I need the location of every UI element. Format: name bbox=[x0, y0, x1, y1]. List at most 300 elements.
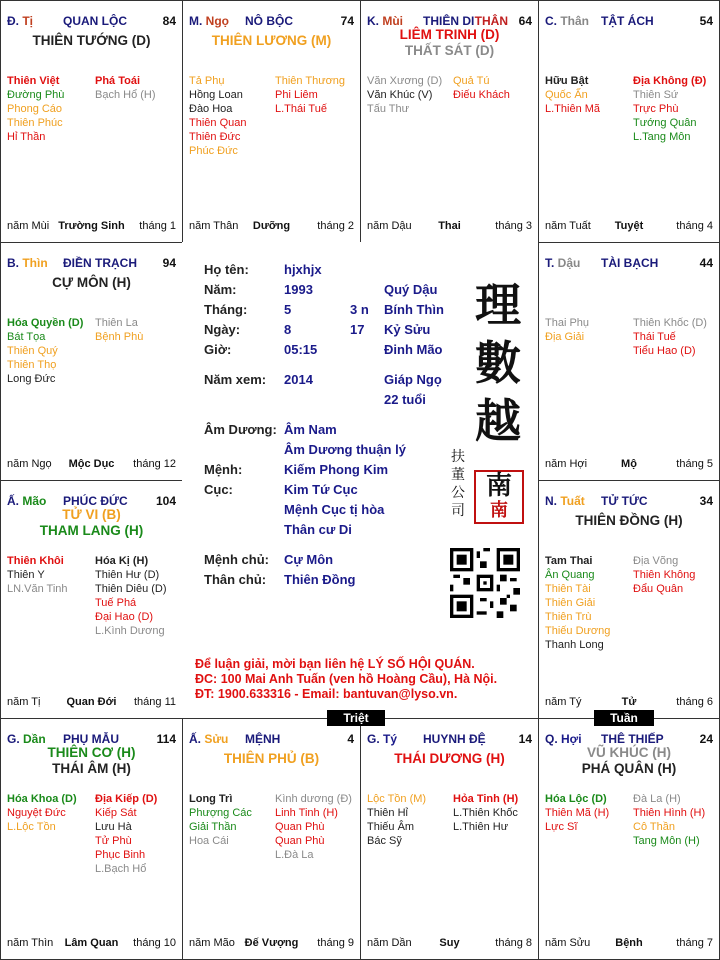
year-label: năm Thìn bbox=[7, 937, 54, 949]
red-seal bbox=[474, 470, 524, 524]
month-label: tháng 3 bbox=[495, 220, 532, 232]
year-label: năm Mùi bbox=[7, 220, 50, 232]
minor-star: Thiên Giải bbox=[545, 597, 596, 609]
palace-number: 104 bbox=[155, 494, 176, 508]
minor-star: L.Bạch Hổ bbox=[95, 863, 147, 875]
life-phase: Mộc Dục bbox=[68, 458, 115, 470]
minor-star: Tấu Thư bbox=[367, 103, 410, 115]
palace-name: TỬ TỨC bbox=[601, 494, 648, 508]
main-stars bbox=[361, 27, 538, 59]
minor-stars-left bbox=[189, 792, 252, 848]
minor-star: L.Thiên Khốc bbox=[453, 807, 518, 819]
main-stars bbox=[539, 513, 719, 529]
month-label: Tháng: bbox=[204, 302, 248, 317]
name-label: Họ tên: bbox=[204, 262, 249, 277]
month-label: tháng 4 bbox=[676, 220, 713, 232]
month-label: tháng 11 bbox=[133, 696, 176, 708]
palace-header bbox=[189, 732, 354, 748]
palace-footer bbox=[545, 220, 713, 234]
minor-star: Thiên Không bbox=[633, 569, 696, 581]
minor-stars-right bbox=[95, 74, 156, 102]
calligraphy-char: 理 bbox=[475, 278, 521, 332]
day-value: 8 bbox=[284, 322, 292, 337]
main-star: THIÊN LƯƠNG (M) bbox=[211, 33, 332, 48]
minor-star: Ân Quang bbox=[545, 569, 595, 581]
minor-star: Quốc Ấn bbox=[545, 89, 588, 101]
minor-stars-left bbox=[545, 74, 600, 116]
contact-line-1: Để luận giải, mời bạn liên hệ LÝ SỐ HỘI QUÁN. bbox=[195, 657, 475, 671]
palace-footer bbox=[7, 458, 176, 472]
palace-cell[interactable] bbox=[182, 0, 361, 243]
minor-star: L.Tang Môn bbox=[633, 131, 691, 143]
info-can-chi bbox=[384, 280, 444, 410]
minor-star: Thiên La bbox=[95, 317, 138, 329]
name-value: hjxhjx bbox=[284, 262, 322, 277]
palace-branch: Đ. Tị bbox=[7, 14, 34, 28]
info-values-2 bbox=[284, 420, 406, 590]
palace-number: 34 bbox=[699, 494, 713, 508]
life-phase: Bệnh bbox=[615, 937, 643, 949]
palace-footer bbox=[189, 220, 354, 234]
palace-name: THÊ THIẾP bbox=[601, 732, 664, 746]
menh-value: Kiếm Phong Kim bbox=[284, 462, 389, 477]
main-star: THẤT SÁT (D) bbox=[404, 43, 495, 58]
minor-star: Tả Phụ bbox=[189, 75, 225, 87]
year-label: năm Sửu bbox=[545, 937, 591, 949]
month-label: tháng 1 bbox=[139, 220, 176, 232]
calligraphy-small-char: 司 bbox=[451, 503, 465, 519]
calligraphy bbox=[468, 276, 528, 450]
palace-number: 64 bbox=[518, 14, 532, 28]
palace-cell[interactable] bbox=[538, 242, 720, 481]
minor-star: Bát Tọa bbox=[7, 331, 46, 343]
month-label: tháng 5 bbox=[676, 458, 713, 470]
minor-stars-right bbox=[275, 74, 345, 116]
palace-number: 74 bbox=[340, 14, 354, 28]
life-phase: Đế Vượng bbox=[244, 937, 299, 949]
main-stars bbox=[183, 33, 360, 49]
qr-code-icon[interactable] bbox=[450, 548, 520, 618]
minor-star: Hoa Cái bbox=[189, 835, 229, 847]
minor-star: Long Trì bbox=[189, 793, 233, 805]
palace-header bbox=[7, 14, 176, 30]
view-year-can: Giáp Ngọ bbox=[384, 372, 442, 387]
minor-star: L.Thiên Mã bbox=[545, 103, 601, 115]
minor-stars-right bbox=[633, 74, 706, 144]
palace-branch: G. Tý bbox=[367, 732, 398, 746]
minor-star: Thiên Sứ bbox=[633, 89, 679, 101]
triet-badge: Triệt bbox=[327, 710, 385, 726]
palace-cell[interactable] bbox=[0, 242, 183, 481]
minor-star: Hồng Loan bbox=[189, 89, 243, 101]
main-stars bbox=[361, 751, 538, 767]
minor-star: Long Đức bbox=[7, 373, 56, 385]
palace-name: NÔ BỘC bbox=[245, 14, 293, 28]
minor-star: Nguyệt Đức bbox=[7, 807, 66, 819]
minor-star: Đường Phù bbox=[7, 89, 65, 101]
minor-stars-right bbox=[633, 316, 707, 358]
minor-star: Kình dương (Đ) bbox=[275, 793, 352, 805]
minor-stars-left bbox=[545, 316, 589, 344]
palace-cell[interactable] bbox=[182, 718, 361, 960]
palace-number: 44 bbox=[699, 256, 713, 270]
minor-star: Phi Liêm bbox=[275, 89, 318, 101]
hour-label: Giờ: bbox=[204, 342, 232, 357]
palace-branch: M. Ngọ bbox=[189, 14, 229, 28]
minor-star: Thiên Khốc (D) bbox=[633, 317, 707, 329]
minor-star: Phục Binh bbox=[95, 849, 146, 861]
minor-stars-left bbox=[7, 316, 83, 386]
main-star: PHÁ QUÂN (H) bbox=[581, 761, 677, 776]
main-stars bbox=[1, 507, 182, 539]
minor-star: Hữu Bật bbox=[545, 75, 589, 87]
minor-star: Quan Phù bbox=[275, 821, 325, 833]
minor-star: Đà La (H) bbox=[633, 793, 681, 805]
minor-star: Cô Thần bbox=[633, 821, 675, 833]
day-can: Kỷ Sửu bbox=[384, 322, 431, 337]
year-can: Quý Dậu bbox=[384, 282, 438, 297]
minor-star: Phúc Đức bbox=[189, 145, 238, 157]
palace-header bbox=[545, 494, 713, 510]
palace-branch: C. Thân bbox=[545, 14, 590, 28]
year-label: năm Dậu bbox=[367, 220, 412, 232]
main-star: THIÊN PHỦ (B) bbox=[223, 751, 320, 766]
palace-name: PHÚC ĐỨC bbox=[63, 494, 128, 508]
minor-star: Lực Sĩ bbox=[545, 821, 578, 833]
main-stars bbox=[1, 275, 182, 291]
calligraphy-char: 數 bbox=[475, 336, 521, 390]
calligraphy-char: 越 bbox=[475, 394, 521, 448]
palace-header bbox=[189, 14, 354, 30]
minor-stars-left bbox=[7, 792, 77, 834]
palace-branch: T. Dậu bbox=[545, 256, 581, 270]
minor-star: Tuế Phá bbox=[95, 597, 137, 609]
palace-cell[interactable] bbox=[360, 0, 539, 243]
palace-name: HUYNH ĐỆ bbox=[423, 732, 486, 746]
palace-footer bbox=[367, 220, 532, 234]
palace-number: 84 bbox=[162, 14, 176, 28]
month-label: tháng 12 bbox=[133, 458, 176, 470]
life-phase: Lâm Quan bbox=[64, 937, 119, 949]
year-label: năm Ngọ bbox=[7, 458, 52, 470]
minor-star: Đẩu Quân bbox=[633, 583, 684, 595]
month-label: tháng 9 bbox=[317, 937, 354, 949]
palace-footer bbox=[545, 696, 713, 710]
life-phase: Tuyệt bbox=[614, 220, 644, 232]
minor-star: Thiên Phúc bbox=[7, 117, 63, 129]
palace-branch: Ấ. Mão bbox=[7, 494, 47, 508]
minor-stars-left bbox=[7, 74, 64, 144]
hour-value: 05:15 bbox=[284, 342, 318, 357]
minor-star: Quan Phù bbox=[275, 835, 325, 847]
month-label: tháng 7 bbox=[676, 937, 713, 949]
seal-char: 南 bbox=[485, 470, 512, 500]
menhchu-value: Cự Môn bbox=[284, 552, 334, 567]
minor-stars-right bbox=[95, 792, 157, 876]
thanchu-value: Thiên Đồng bbox=[284, 572, 356, 587]
minor-stars-left bbox=[189, 74, 246, 158]
palace-name: MỆNH bbox=[245, 732, 281, 746]
palace-footer bbox=[7, 696, 176, 710]
palace-header bbox=[7, 256, 176, 272]
day-extra: 17 bbox=[350, 322, 365, 337]
month-value: 5 bbox=[284, 302, 292, 317]
minor-star: Bác Sỹ bbox=[367, 835, 402, 847]
main-stars bbox=[539, 745, 719, 777]
amduong-value-2: Âm Dương thuận lý bbox=[284, 442, 406, 457]
palace-number: 114 bbox=[156, 732, 176, 746]
palace-name: THIÊN DI bbox=[423, 14, 475, 28]
year-label: năm Tý bbox=[545, 696, 582, 708]
minor-star: Phượng Các bbox=[189, 807, 252, 819]
minor-star: Thiên Hỉ bbox=[367, 807, 408, 819]
palace-cell[interactable] bbox=[538, 480, 720, 719]
minor-star: Hóa Khoa (D) bbox=[7, 793, 77, 805]
minor-star: Hỉ Thần bbox=[7, 131, 46, 143]
minor-star: Hóa Kị (H) bbox=[95, 555, 149, 567]
main-stars bbox=[1, 33, 182, 49]
main-star: TỬ VI (B) bbox=[62, 507, 121, 522]
main-stars bbox=[1, 745, 182, 777]
year-label: năm Dần bbox=[367, 937, 412, 949]
info-values bbox=[284, 260, 322, 390]
month-label: tháng 6 bbox=[676, 696, 713, 708]
palace-number: 54 bbox=[699, 14, 713, 28]
palace-branch: B. Thìn bbox=[7, 256, 48, 270]
minor-star: Đại Hao (D) bbox=[95, 611, 154, 623]
minor-stars-left bbox=[545, 792, 609, 834]
minor-star: Lưu Hà bbox=[95, 821, 132, 833]
age-value: 22 tuổi bbox=[384, 392, 426, 407]
palace-number: 24 bbox=[699, 732, 713, 746]
minor-star: Thai Phụ bbox=[545, 317, 590, 329]
amduong-label: Âm Dương: bbox=[204, 422, 277, 437]
life-phase: Trường Sinh bbox=[58, 220, 125, 232]
minor-star: Thiên Quan bbox=[189, 117, 247, 129]
palace-name: TÀI BẠCH bbox=[601, 256, 659, 270]
year-label: năm Thân bbox=[189, 220, 239, 232]
palace-header bbox=[367, 732, 532, 748]
minor-star: Văn Khúc (V) bbox=[367, 89, 433, 101]
minor-star: Thiên Diêu (D) bbox=[95, 583, 167, 595]
month-label: tháng 2 bbox=[317, 220, 354, 232]
minor-star: Điếu Khách bbox=[453, 89, 510, 101]
palace-branch: G. Dần bbox=[7, 732, 46, 746]
minor-star: Thiên Tài bbox=[545, 583, 591, 595]
main-star: THIÊN TƯỚNG (D) bbox=[32, 33, 151, 48]
main-star: VŨ KHÚC (H) bbox=[587, 745, 671, 760]
thanchu-label: Thân chủ: bbox=[204, 572, 267, 587]
minor-star: Phong Cáo bbox=[7, 103, 63, 115]
minor-stars-right bbox=[453, 74, 510, 102]
menhchu-label: Mệnh chủ: bbox=[204, 552, 269, 567]
minor-stars-right bbox=[633, 792, 705, 848]
minor-star: Linh Tinh (H) bbox=[275, 807, 338, 819]
minor-star: Lộc Tồn (M) bbox=[367, 793, 427, 805]
minor-star: Thiên Khôi bbox=[7, 555, 64, 567]
minor-star: Địa Giải bbox=[545, 331, 585, 343]
minor-star: L.Lộc Tồn bbox=[7, 821, 56, 833]
menh-label: Mệnh: bbox=[204, 462, 243, 477]
calligraphy-small-char: 扶 bbox=[451, 449, 465, 465]
view-year-value: 2014 bbox=[284, 372, 313, 387]
year-label: năm Tị bbox=[7, 696, 41, 708]
than-marker: THÂN bbox=[474, 14, 508, 28]
minor-star: Tử Phù bbox=[95, 835, 132, 847]
palace-footer bbox=[7, 937, 176, 951]
minor-star: Thiên Thọ bbox=[7, 359, 57, 371]
year-label: Năm: bbox=[204, 282, 237, 297]
main-star: THIÊN ĐỒNG (H) bbox=[575, 513, 683, 528]
minor-star: Hóa Quyền (D) bbox=[7, 317, 84, 329]
life-phase: Tử bbox=[621, 696, 637, 708]
seal-text: 南 bbox=[490, 500, 508, 520]
palace-number: 4 bbox=[347, 732, 354, 746]
life-phase: Suy bbox=[439, 937, 460, 949]
minor-star: Địa Kiếp (D) bbox=[95, 793, 158, 805]
minor-star: Tiểu Hao (D) bbox=[633, 345, 696, 357]
contact-info bbox=[195, 657, 497, 702]
palace-name: PHỤ MẪU bbox=[63, 732, 119, 746]
year-value: 1993 bbox=[284, 282, 313, 297]
calligraphy-small bbox=[448, 448, 468, 520]
contact-line-2: ĐC: 100 Mai Anh Tuấn (ven hồ Hoàng Cầu), Hà Nội. bbox=[195, 672, 498, 686]
minor-star: Bạch Hổ (H) bbox=[95, 89, 156, 101]
minor-star: Thiên Thương bbox=[275, 75, 346, 87]
palace-name: TẬT ÁCH bbox=[601, 14, 654, 28]
minor-star: Thiếu Âm bbox=[367, 821, 415, 833]
year-label: năm Tuất bbox=[545, 220, 591, 232]
minor-stars-right bbox=[95, 316, 143, 344]
minor-star: Văn Xương (D) bbox=[367, 75, 443, 87]
minor-star: Tam Thai bbox=[545, 555, 593, 567]
minor-star: Trực Phù bbox=[633, 103, 679, 115]
minor-star: Thiếu Dương bbox=[545, 625, 611, 637]
palace-footer bbox=[545, 458, 713, 472]
palace-name: ĐIỀN TRẠCH bbox=[63, 256, 137, 270]
palace-cell[interactable] bbox=[360, 718, 539, 960]
minor-star: L.Thái Tuế bbox=[275, 103, 327, 115]
calligraphy-small-char: 公 bbox=[451, 485, 465, 501]
hour-can: Đinh Mão bbox=[384, 342, 443, 357]
minor-star: Thiên Y bbox=[7, 569, 45, 581]
info-labels-2 bbox=[204, 420, 277, 590]
minor-star: Thiên Hình (H) bbox=[633, 807, 706, 819]
day-label: Ngày: bbox=[204, 322, 241, 337]
palace-footer bbox=[7, 220, 176, 234]
palace-footer bbox=[189, 937, 354, 951]
minor-star: Thiên Quý bbox=[7, 345, 58, 357]
palace-branch: Ấ. Sửu bbox=[189, 732, 229, 746]
main-star: THÁI DƯƠNG (H) bbox=[394, 751, 505, 766]
palace-header bbox=[545, 256, 713, 272]
minor-star: Thiên Đức bbox=[189, 131, 241, 143]
minor-star: Hóa Lộc (D) bbox=[545, 793, 607, 805]
view-year-label: Năm xem: bbox=[204, 372, 267, 387]
cuc-value-2: Mệnh Cục tị hòa bbox=[284, 502, 385, 517]
minor-star: L.Đà La bbox=[275, 849, 314, 861]
life-phase: Mộ bbox=[621, 458, 637, 470]
palace-cell[interactable] bbox=[0, 718, 183, 960]
info-labels bbox=[204, 260, 266, 390]
main-star: THAM LANG (H) bbox=[39, 523, 144, 538]
palace-cell[interactable] bbox=[0, 480, 183, 719]
cuc-value: Kim Tứ Cục bbox=[284, 482, 358, 497]
palace-cell[interactable] bbox=[538, 0, 720, 243]
minor-star: Thái Tuế bbox=[633, 331, 676, 343]
palace-cell[interactable] bbox=[0, 0, 183, 243]
minor-star: Thiên Việt bbox=[7, 75, 60, 87]
minor-stars-left bbox=[367, 792, 426, 848]
main-stars bbox=[183, 751, 360, 767]
minor-star: Giải Thần bbox=[189, 821, 237, 833]
minor-stars-right bbox=[95, 554, 167, 638]
minor-star: Kiếp Sát bbox=[95, 807, 137, 819]
palace-header bbox=[545, 14, 713, 30]
amduong-value: Âm Nam bbox=[284, 422, 337, 437]
minor-star: L.Kình Dương bbox=[95, 625, 165, 637]
minor-star: Thiên Mã (H) bbox=[545, 807, 610, 819]
main-star: CỰ MÔN (H) bbox=[52, 275, 131, 290]
minor-stars-left bbox=[7, 554, 68, 596]
main-star: LIÊM TRINH (D) bbox=[399, 27, 500, 42]
minor-star: L.Thiên Hư bbox=[453, 821, 509, 833]
minor-stars-right bbox=[453, 792, 518, 834]
life-phase: Quan Đới bbox=[66, 696, 117, 708]
year-label: năm Hợi bbox=[545, 458, 588, 470]
minor-star: Phá Toái bbox=[95, 75, 141, 87]
minor-star: Hỏa Tinh (H) bbox=[453, 793, 519, 805]
palace-footer bbox=[545, 937, 713, 951]
palace-number: 14 bbox=[518, 732, 532, 746]
minor-star: Địa Không (Đ) bbox=[633, 75, 707, 87]
contact-line-3[interactable]: ĐT: 1900.633316 - Email: bantuvan@lyso.vn. bbox=[195, 687, 458, 701]
month-label: tháng 8 bbox=[495, 937, 532, 949]
minor-star: Tang Môn (H) bbox=[633, 835, 700, 847]
life-phase: Dưỡng bbox=[252, 220, 291, 232]
year-label: năm Mão bbox=[189, 937, 235, 949]
minor-star: Tướng Quân bbox=[633, 117, 697, 129]
palace-branch: Q. Hợi bbox=[545, 732, 582, 746]
month-label: tháng 10 bbox=[133, 937, 176, 949]
month-extra: 3 n bbox=[350, 302, 369, 317]
tuan-badge: Tuần bbox=[594, 710, 654, 726]
minor-star: Quả Tú bbox=[453, 75, 490, 87]
minor-star: Thanh Long bbox=[545, 639, 604, 651]
minor-stars-left bbox=[545, 554, 610, 652]
palace-branch: N. Tuất bbox=[545, 494, 585, 508]
minor-stars-left bbox=[367, 74, 442, 116]
minor-star: Địa Võng bbox=[633, 555, 679, 567]
main-star: THIÊN CƠ (H) bbox=[47, 745, 136, 760]
minor-star: Bệnh Phù bbox=[95, 331, 144, 343]
month-can: Bính Thìn bbox=[384, 302, 444, 317]
main-star: THÁI ÂM (H) bbox=[52, 761, 131, 776]
palace-name: QUAN LỘC bbox=[63, 14, 127, 28]
palace-cell[interactable] bbox=[538, 718, 720, 960]
palace-number: 94 bbox=[162, 256, 176, 270]
info-extra bbox=[350, 300, 369, 340]
minor-star: Đào Hoa bbox=[189, 103, 233, 115]
minor-star: Thiên Trù bbox=[545, 611, 592, 623]
palace-branch: K. Mùi bbox=[367, 14, 404, 28]
cuc-value-3: Thân cư Di bbox=[284, 522, 352, 537]
calligraphy-small-char: 董 bbox=[451, 467, 465, 483]
minor-star: LN.Văn Tinh bbox=[7, 583, 68, 595]
minor-stars-right bbox=[275, 792, 352, 862]
minor-stars-right bbox=[633, 554, 695, 596]
minor-star: Thiên Hư (D) bbox=[95, 569, 160, 581]
